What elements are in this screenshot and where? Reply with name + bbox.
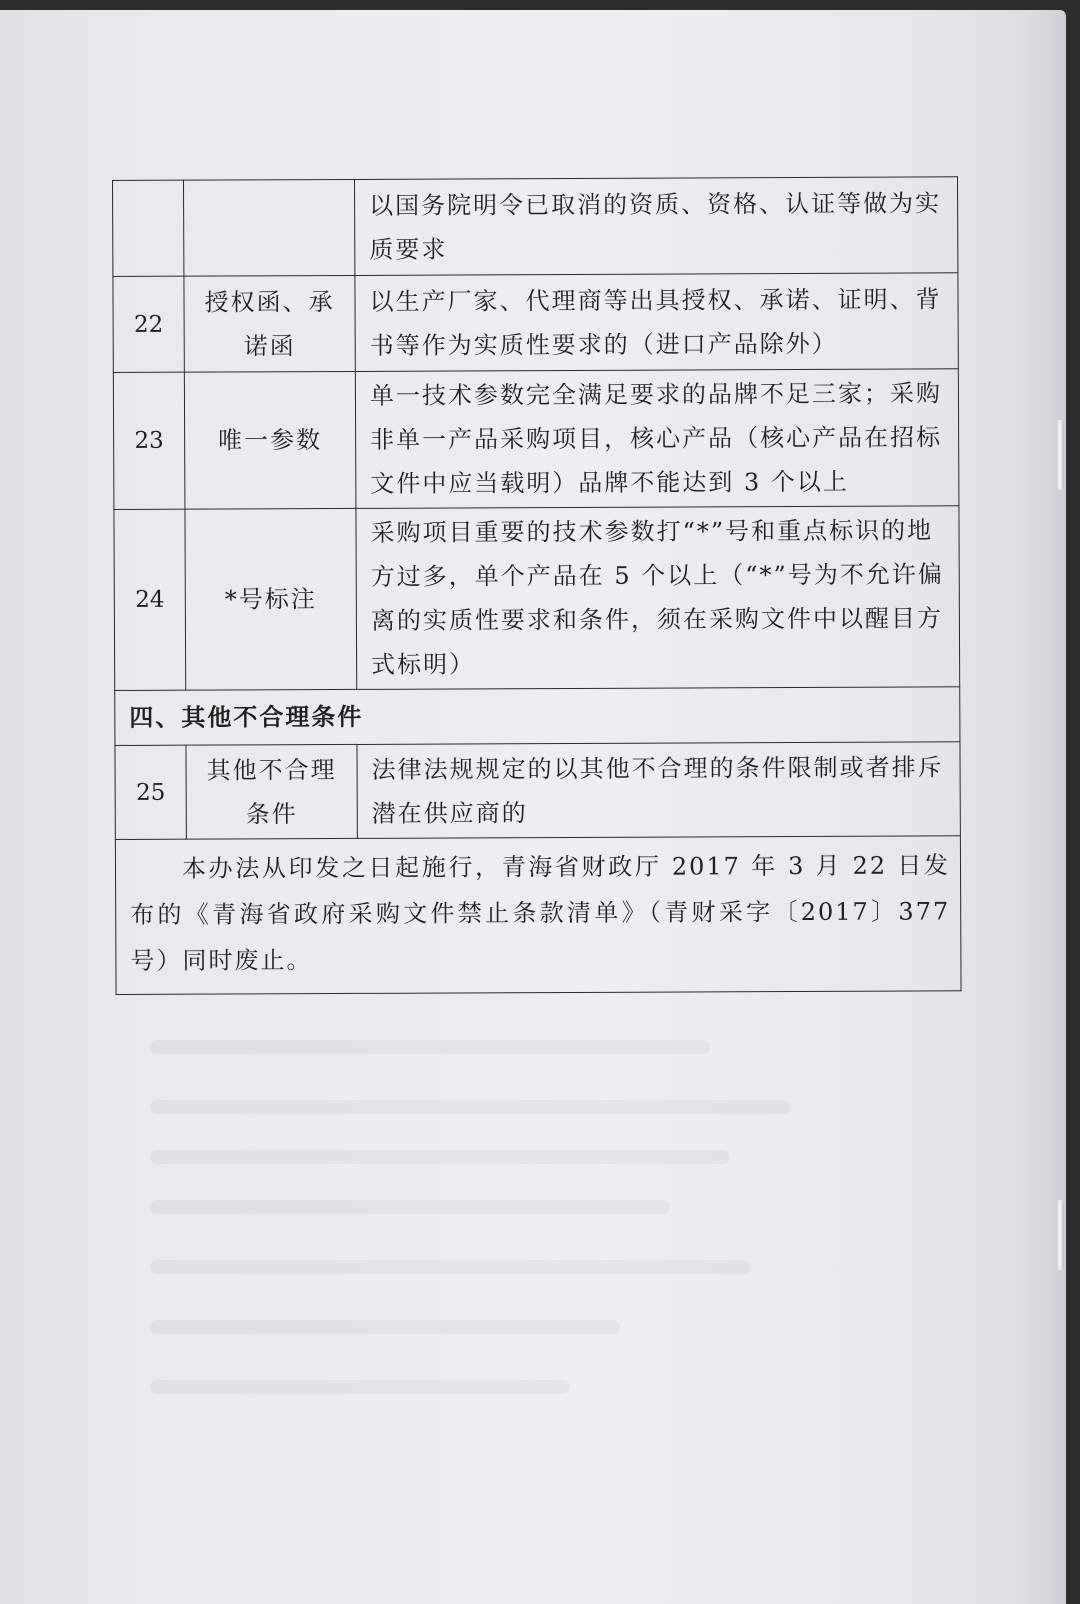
table-row (114, 506, 960, 691)
binder-clip-top (1056, 420, 1064, 490)
bleed-through-line (150, 1380, 570, 1394)
row-item: 其他不合理条件 (186, 744, 357, 839)
table-row (115, 742, 960, 840)
row-number: 22 (113, 276, 184, 372)
table-row (113, 177, 958, 277)
closing-note-row (115, 836, 961, 995)
row-description: 法律法规规定的以其他不合理的条件限制或者排斥潜在供应商的 (357, 742, 960, 839)
row-number: 25 (115, 745, 186, 839)
table-row (113, 369, 959, 510)
table-row (113, 273, 958, 373)
row-description: 采购项目重要的技术参数打“*”号和重点标识的地方过多，单个产品在 5 个以上（“*”号为不允许偏离的实质性要求和条件，须在采购文件中以醒目方式标明） (356, 506, 960, 690)
section-heading: 四、其他不合理条件 (115, 687, 960, 746)
bleed-through-line (150, 1320, 620, 1334)
row-description: 以国务院明令已取消的资质、资格、认证等做为实质要求 (354, 177, 957, 276)
row-number (113, 180, 184, 276)
bleed-through-line (150, 1100, 790, 1114)
page-edge-shadow (1026, 10, 1066, 1604)
prohibited-clauses-table (112, 176, 962, 995)
bleed-through-line (150, 1200, 670, 1214)
row-item (184, 179, 355, 276)
bleed-through-line (150, 1150, 730, 1164)
row-item: *号标注 (185, 508, 357, 690)
row-item: 授权函、承诺函 (184, 275, 355, 372)
binder-clip-bottom (1056, 1200, 1064, 1270)
bleed-through-line (150, 1040, 710, 1054)
row-number: 24 (114, 509, 186, 690)
row-description: 单一技术参数完全满足要求的品牌不足三家；采购非单一产品采购项目，核心产品（核心产品在招标文件中应当载明）品牌不能达到 3 个以上 (355, 369, 959, 509)
document-page (0, 10, 1066, 1604)
bleed-through-line (150, 1260, 750, 1274)
closing-note: 本办法从印发之日起施行，青海省财政厅 2017 年 3 月 22 日发布的《青海省政府采购文件禁止条款清单》（青财采字〔2017〕377 号）同时废止。 (115, 836, 961, 995)
row-item: 唯一参数 (184, 371, 356, 509)
section-row (115, 687, 960, 746)
row-number: 23 (113, 372, 185, 509)
row-description: 以生产厂家、代理商等出具授权、承诺、证明、背书等作为实质性要求的（进口产品除外） (355, 273, 958, 372)
